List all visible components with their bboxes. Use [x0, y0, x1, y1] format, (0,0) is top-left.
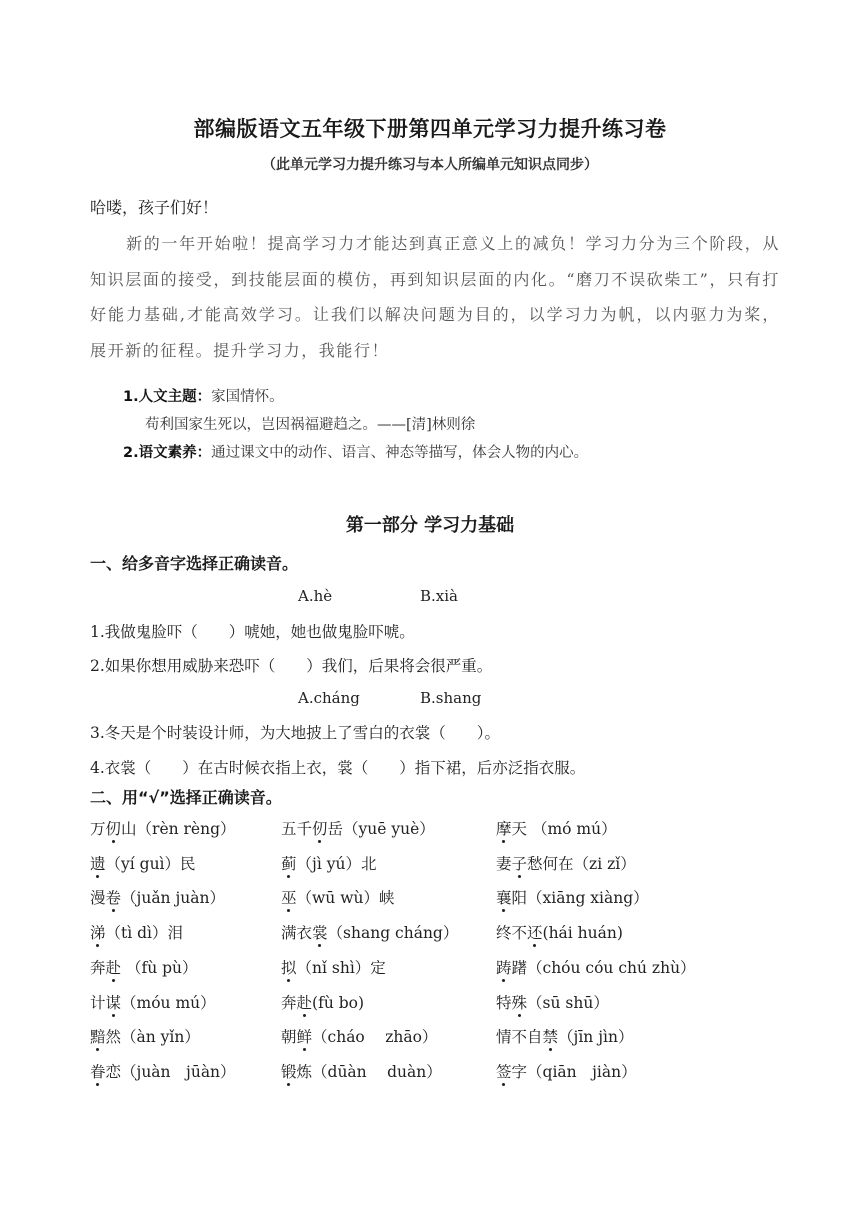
pinyin-item — [90, 817, 236, 839]
pinyin-item — [281, 1025, 437, 1047]
target-character: 巫 — [281, 886, 297, 908]
pinyin-item — [90, 921, 183, 943]
pinyin-choices[interactable]: 愁何在（zi zǐ） — [527, 854, 636, 873]
target-character: 赴 — [106, 956, 122, 978]
word-prefix: 朝 — [281, 1028, 297, 1047]
pinyin-item — [496, 852, 636, 874]
pinyin-choices[interactable]: 恋（juàn jūàn） — [105, 1062, 236, 1081]
pinyin-item — [496, 1060, 637, 1082]
pinyin-choices[interactable]: （cháo zhāo） — [312, 1028, 438, 1047]
word-prefix: 漫 — [90, 889, 106, 908]
word-prefix: 万 — [90, 820, 106, 838]
target-character: 仞 — [312, 817, 328, 839]
target-character: 鲜 — [297, 1025, 313, 1047]
pinyin-choices[interactable]: 躇（chóu cóu chú zhù） — [511, 958, 696, 977]
word-prefix: 情不自 — [496, 1028, 543, 1047]
target-character: 涕 — [90, 921, 106, 943]
pinyin-item — [90, 852, 196, 874]
target-character: 拟 — [281, 956, 297, 978]
question-3: 3.冬天是个时装设计师，为大地披上了雪白的衣裳（ ）。 — [90, 724, 501, 742]
target-character: 蓟 — [281, 852, 297, 874]
pinyin-item — [496, 1025, 633, 1047]
pinyin-choices[interactable]: （juǎn juàn） — [121, 889, 225, 908]
pinyin-choices[interactable]: 岳（yuē yuè） — [327, 820, 435, 838]
pinyin-choices[interactable]: 然（àn yǐn） — [105, 1028, 200, 1047]
target-character: 子 — [512, 852, 528, 874]
page-title: 部编版语文五年级下册第四单元学习力提升练习卷 — [193, 117, 667, 141]
pinyin-item — [281, 852, 376, 874]
part-title: 第一部分 学习力基础 — [345, 515, 515, 536]
pinyin-item — [496, 921, 623, 943]
question-4: 4.衣裳（ ）在古时候衣指上衣，裳（ ）指下裙，后亦泛指衣服。 — [90, 759, 586, 777]
word-prefix: 妻 — [496, 854, 512, 873]
pinyin-choices[interactable]: 阳（xiāng xiàng） — [511, 889, 649, 908]
pinyin-choices[interactable]: 炼（dūàn duàn） — [296, 1062, 442, 1081]
pinyin-choices[interactable]: （tì dì）泪 — [105, 924, 184, 943]
word-prefix: 奔 — [90, 958, 106, 977]
word-prefix: 特 — [496, 993, 512, 1012]
theme-number: 2. — [123, 445, 139, 461]
pinyin-choices[interactable]: （shang cháng） — [327, 924, 459, 943]
option-a: A.hè — [298, 587, 333, 605]
theme-key: 人文主题： — [138, 389, 212, 405]
theme-number: 1. — [123, 389, 139, 405]
theme-item-humanities — [123, 383, 783, 411]
target-character: 赴 — [297, 991, 313, 1013]
word-prefix: 五千 — [281, 820, 313, 838]
theme-key: 语文素养： — [138, 445, 212, 461]
option-b: B.xià — [420, 587, 458, 605]
pinyin-item — [496, 886, 649, 908]
target-character: 签 — [496, 1060, 512, 1082]
pinyin-choices[interactable]: （fù pù） — [121, 958, 198, 977]
unit-themes — [123, 383, 783, 467]
greeting: 哈喽，孩子们好！ — [90, 198, 219, 217]
pinyin-choices[interactable]: 字（qiān jiàn） — [511, 1062, 637, 1081]
pinyin-choices[interactable]: （sū shū） — [527, 993, 609, 1012]
pinyin-item — [496, 991, 609, 1013]
pinyin-item — [281, 956, 386, 978]
pinyin-choices[interactable]: (fù bo) — [312, 993, 365, 1012]
pinyin-choices[interactable]: 山（rèn rèng） — [121, 820, 236, 838]
theme-text: 家国情怀。 — [211, 389, 284, 405]
section-heading-1: 一、给多音字选择正确读音。 — [90, 554, 299, 573]
pinyin-item — [281, 886, 394, 908]
pinyin-item — [90, 1025, 200, 1047]
pinyin-item — [496, 817, 617, 839]
theme-text: 通过课文中的动作、语言、神态等描写，体会人物的内心。 — [211, 445, 589, 461]
target-character: 殊 — [512, 991, 528, 1013]
section-heading-2: 二、用“√”选择正确读音。 — [90, 788, 282, 807]
pinyin-item — [90, 1060, 236, 1082]
pinyin-choices[interactable]: 天 （mó mú） — [511, 820, 617, 838]
pinyin-choices[interactable]: （móu mú） — [121, 993, 216, 1012]
target-character: 襄 — [496, 886, 512, 908]
theme-quote: 苟利国家生死以，岂因祸福避趋之。——[清]林则徐 — [145, 417, 476, 433]
question-1: 1.我做鬼脸吓（ ）唬她，她也做鬼脸吓唬。 — [90, 623, 415, 641]
target-character: 踌 — [496, 956, 512, 978]
option-b: B.shang — [420, 689, 482, 707]
pinyin-item — [281, 1060, 442, 1082]
target-character: 裳 — [312, 921, 328, 943]
word-prefix: 奔 — [281, 993, 297, 1012]
word-prefix: 计 — [90, 993, 106, 1012]
pinyin-choices[interactable]: （jì yú）北 — [296, 854, 377, 873]
target-character: 遗 — [90, 852, 106, 874]
target-character: 摩 — [496, 817, 512, 839]
pinyin-item — [281, 921, 458, 943]
pinyin-choices[interactable]: （yí guì）民 — [105, 854, 196, 873]
target-character: 眷 — [90, 1060, 106, 1082]
word-prefix: 终不 — [496, 924, 528, 943]
page-subtitle: （此单元学习力提升练习与本人所编单元知识点同步） — [262, 157, 598, 173]
target-character: 锻 — [281, 1060, 297, 1082]
option-a: A.cháng — [298, 689, 360, 707]
pinyin-choices[interactable]: （nǐ shì）定 — [296, 958, 386, 977]
pinyin-item — [281, 817, 435, 839]
pinyin-item — [90, 991, 216, 1013]
target-character: 禁 — [543, 1025, 559, 1047]
theme-item-literacy — [123, 439, 783, 467]
pinyin-choices[interactable]: （jīn jìn） — [558, 1028, 634, 1047]
pinyin-item — [496, 956, 696, 978]
pinyin-choices[interactable]: (hái huán) — [542, 924, 623, 943]
target-character: 卷 — [106, 886, 122, 908]
intro-paragraph-text: 新的一年开始啦！提高学习力才能达到真正意义上的减负！学习力分为三个阶段，从知识层面的接受，到技能层面的模仿，再到知识层面的内化。“磨刀不误砍柴工”，只有打好能力基础,才能高效学习。让我们以解决问题为目的，以学习力为帆，以内驱力为桨，展开新的征程。提升学习力，我能行！ — [90, 234, 780, 360]
word-prefix: 满衣 — [281, 924, 313, 943]
question-2: 2.如果你想用威胁来恐吓（ ）我们，后果将会很严重。 — [90, 657, 493, 675]
pinyin-choices[interactable]: （wū wù）峡 — [296, 889, 395, 908]
target-character: 仞 — [106, 817, 122, 839]
pinyin-item — [281, 991, 364, 1013]
target-character: 还 — [527, 921, 543, 943]
target-character: 谋 — [106, 991, 122, 1013]
intro-paragraph — [90, 226, 780, 368]
pinyin-item — [90, 886, 225, 908]
pinyin-item — [90, 956, 198, 978]
target-character: 黯 — [90, 1025, 106, 1047]
